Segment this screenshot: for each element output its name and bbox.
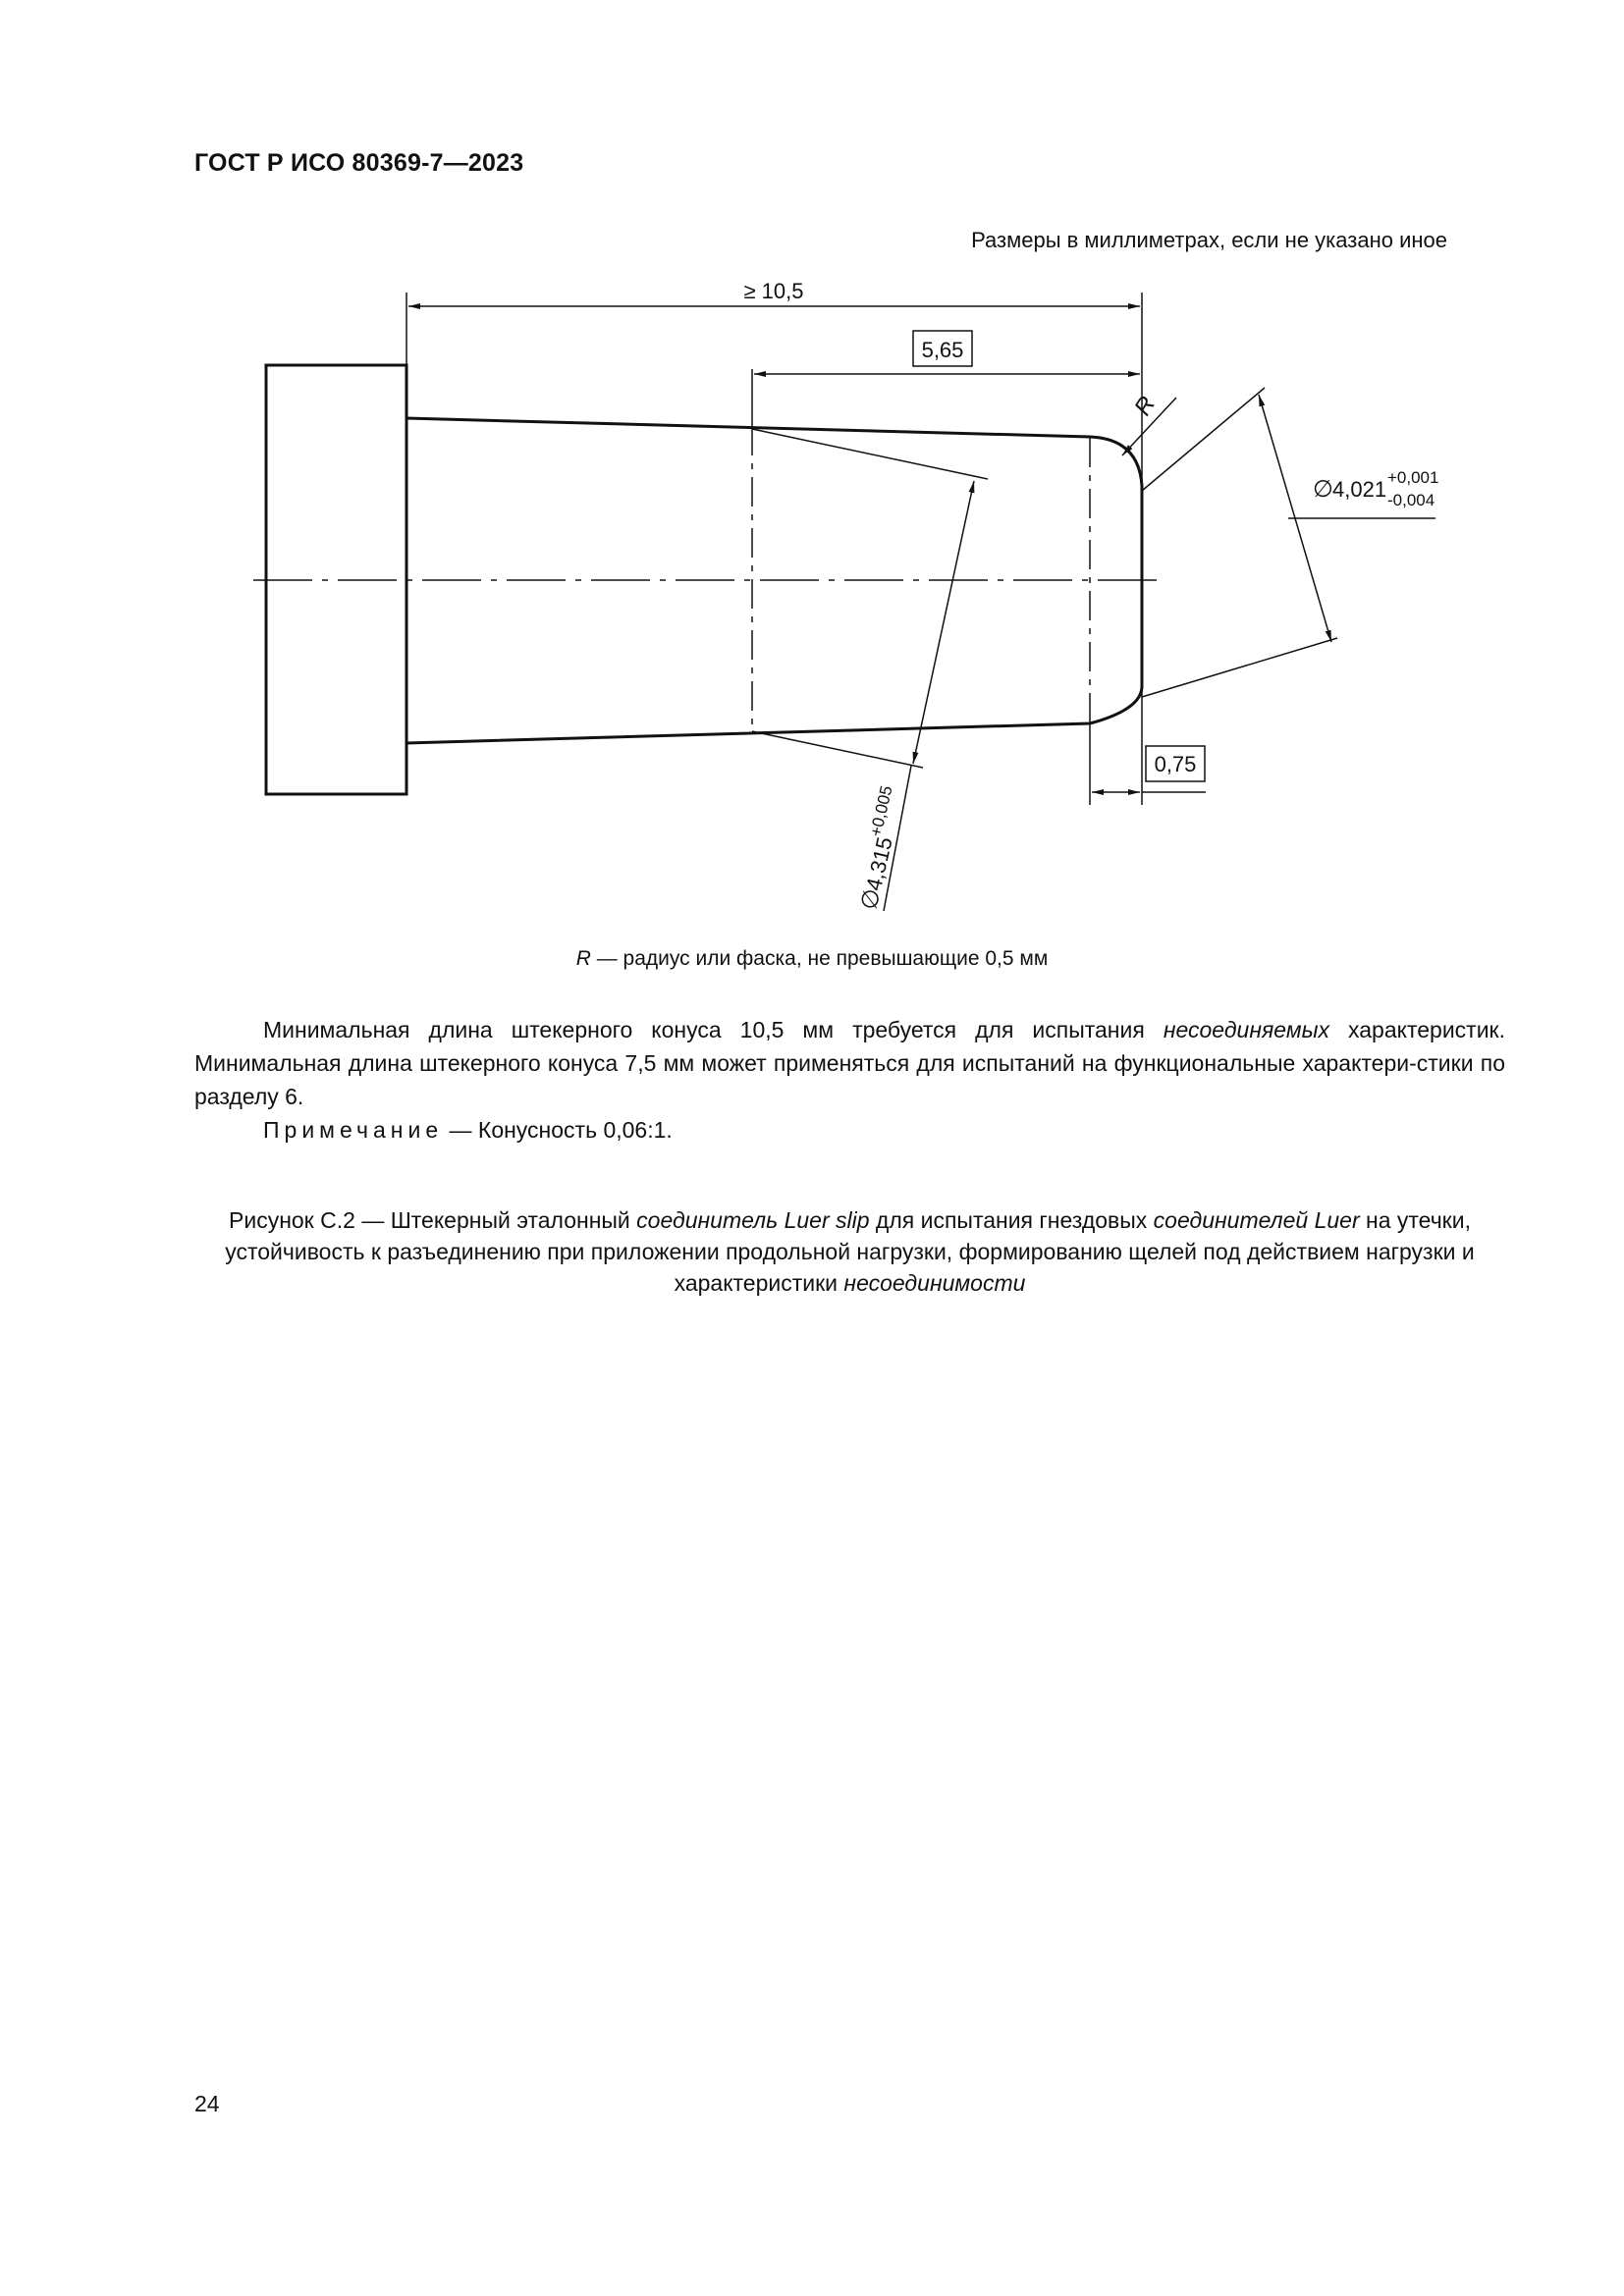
tip-diameter-label bbox=[1313, 468, 1438, 509]
caption-italic: несоединимости bbox=[843, 1270, 1026, 1296]
paragraph-text: характеристик. Минимальная длина штекерного конуса 7,5 мм может применяться для испытаний на функциональные характери-стики по разделу 6. bbox=[194, 1017, 1506, 1109]
figure-legend bbox=[0, 947, 1624, 971]
luer-connector-drawing bbox=[0, 0, 1624, 962]
dim-gauge-label: 5,65 bbox=[921, 338, 964, 362]
caption-italic: соединителей Luer bbox=[1153, 1207, 1360, 1233]
dim-gauge-diameter-line bbox=[913, 481, 974, 764]
caption-text: Рисунок C.2 — Штекерный эталонный bbox=[229, 1207, 637, 1233]
caption-text: на утечки, устойчивость к разъединению при приложении продольной нагрузки, формированию щелей под действием нагрузки и характеристики bbox=[225, 1207, 1475, 1296]
dim-tip-label: 0,75 bbox=[1154, 752, 1197, 776]
caption-italic: соединитель Luer slip bbox=[636, 1207, 870, 1233]
paragraph-italic-term: несоединяемых bbox=[1163, 1017, 1330, 1042]
note-text: — Конусность 0,06:1. bbox=[443, 1117, 673, 1143]
radius-label: R bbox=[1129, 392, 1162, 421]
note-label: Примечание bbox=[263, 1117, 444, 1143]
gauge-diameter-nominal: 4,315 bbox=[861, 834, 897, 893]
legend-text: — радиус или фаска, не превышающие 0,5 мм bbox=[590, 947, 1049, 970]
dimension-lines bbox=[408, 306, 1435, 911]
dim-overall-label: ≥ 10,5 bbox=[743, 279, 804, 303]
page-number: 24 bbox=[194, 2091, 220, 2116]
tip-diameter-lower: -0,004 bbox=[1387, 491, 1435, 509]
gauge-diameter-symbol: ∅ bbox=[855, 885, 887, 913]
tip-diameter-symbol: ∅ bbox=[1313, 476, 1333, 503]
note bbox=[263, 1117, 673, 1144]
figure-caption bbox=[194, 1204, 1505, 1299]
tip-diameter-nominal: 4,021 bbox=[1332, 477, 1387, 502]
units-note: Размеры в миллиметрах, если не указано иное bbox=[971, 228, 1447, 252]
gauge-diameter-upper: +0,005 bbox=[866, 783, 896, 839]
gauge-diameter-label bbox=[850, 784, 910, 913]
tip-diameter-upper: +0,001 bbox=[1387, 468, 1439, 487]
extension-lines bbox=[406, 293, 1337, 805]
body-paragraph bbox=[194, 1013, 1505, 1113]
document-header: ГОСТ Р ИСО 80369-7—2023 bbox=[194, 149, 524, 177]
legend-symbol: R bbox=[575, 947, 591, 970]
caption-text: для испытания гнездовых bbox=[869, 1207, 1154, 1233]
paragraph-text: Минимальная длина штекерного конуса 10,5 мм требуется для испытания bbox=[263, 1017, 1164, 1042]
